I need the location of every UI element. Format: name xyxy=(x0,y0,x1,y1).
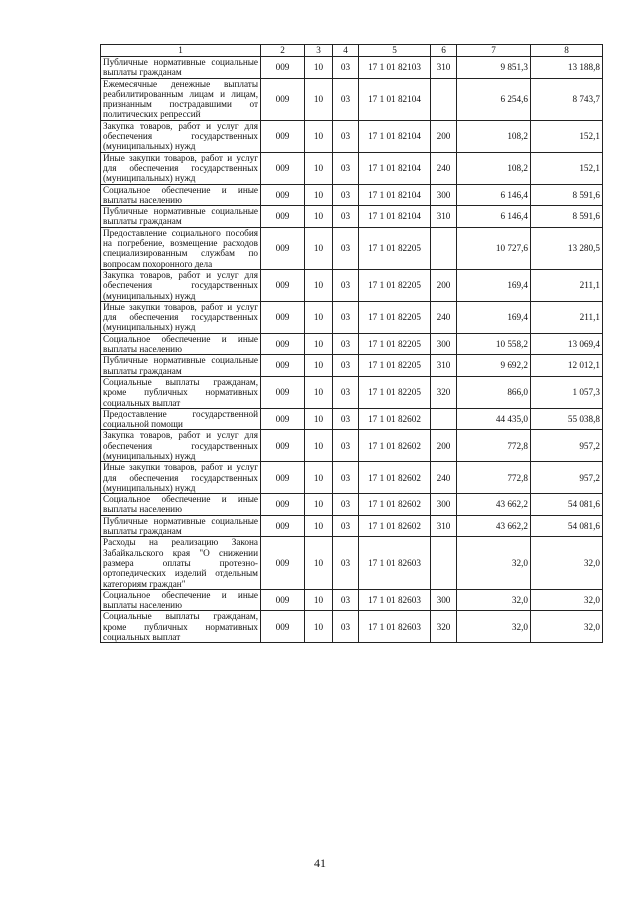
table-row xyxy=(101,611,603,643)
amount-year-2: 55 038,8 xyxy=(531,408,603,430)
col-header: 2 xyxy=(261,45,305,57)
code-expense-type: 240 xyxy=(431,152,457,184)
amount-year-2: 957,2 xyxy=(531,462,603,494)
table-row xyxy=(101,515,603,537)
table-row xyxy=(101,120,603,152)
code-target: 17 1 01 82602 xyxy=(359,515,431,537)
amount-year-2: 1 057,3 xyxy=(531,376,603,408)
item-name: Социальное обеспечение и иные выплаты населению xyxy=(101,333,261,355)
code-target: 17 1 01 82205 xyxy=(359,355,431,377)
code-subsection: 03 xyxy=(333,120,359,152)
table-row xyxy=(101,376,603,408)
table-row xyxy=(101,462,603,494)
amount-year-1: 108,2 xyxy=(457,120,531,152)
code-target: 17 1 01 82602 xyxy=(359,408,431,430)
code-section: 10 xyxy=(305,515,333,537)
code-subsection: 03 xyxy=(333,430,359,462)
amount-year-1: 6 146,4 xyxy=(457,206,531,228)
item-name: Публичные нормативные социальные выплаты гражданам xyxy=(101,355,261,377)
item-name: Ежемесячные денежные выплаты реабилитированным лицам и лицам, признанным пострадавшими от политических репрессий xyxy=(101,78,261,120)
code-subsection: 03 xyxy=(333,376,359,408)
item-name: Предоставление государственной социальной помощи xyxy=(101,408,261,430)
code-ministry: 009 xyxy=(261,494,305,516)
code-target: 17 1 01 82205 xyxy=(359,376,431,408)
item-name: Закупка товаров, работ и услуг для обеспечения государственных (муниципальных) нужд xyxy=(101,120,261,152)
code-expense-type: 310 xyxy=(431,355,457,377)
code-subsection: 03 xyxy=(333,301,359,333)
amount-year-2: 12 012,1 xyxy=(531,355,603,377)
code-target: 17 1 01 82603 xyxy=(359,589,431,611)
code-ministry: 009 xyxy=(261,333,305,355)
amount-year-1: 169,4 xyxy=(457,301,531,333)
code-expense-type: 310 xyxy=(431,206,457,228)
code-section: 10 xyxy=(305,57,333,79)
amount-year-2: 13 069,4 xyxy=(531,333,603,355)
amount-year-1: 772,8 xyxy=(457,462,531,494)
code-subsection: 03 xyxy=(333,589,359,611)
item-name: Расходы на реализацию Закона Забайкальского края "О снижении размера оплаты протезно-ортопедических изделий отдельным категориям граждан" xyxy=(101,537,261,589)
amount-year-1: 772,8 xyxy=(457,430,531,462)
col-header: 5 xyxy=(359,45,431,57)
col-header: 1 xyxy=(101,45,261,57)
code-section: 10 xyxy=(305,120,333,152)
item-name: Социальное обеспечение и иные выплаты населению xyxy=(101,184,261,206)
code-expense-type: 300 xyxy=(431,184,457,206)
item-name: Иные закупки товаров, работ и услуг для обеспечения государственных (муниципальных) нужд xyxy=(101,301,261,333)
code-expense-type: 310 xyxy=(431,57,457,79)
code-ministry: 009 xyxy=(261,269,305,301)
amount-year-2: 8 743,7 xyxy=(531,78,603,120)
table-row xyxy=(101,152,603,184)
amount-year-2: 8 591,6 xyxy=(531,206,603,228)
code-target: 17 1 01 82602 xyxy=(359,494,431,516)
amount-year-2: 13 188,8 xyxy=(531,57,603,79)
code-ministry: 009 xyxy=(261,57,305,79)
code-expense-type: 300 xyxy=(431,333,457,355)
code-subsection: 03 xyxy=(333,269,359,301)
table-row xyxy=(101,184,603,206)
amount-year-1: 43 662,2 xyxy=(457,494,531,516)
code-target: 17 1 01 82205 xyxy=(359,333,431,355)
col-header: 7 xyxy=(457,45,531,57)
code-section: 10 xyxy=(305,494,333,516)
code-section: 10 xyxy=(305,462,333,494)
amount-year-2: 54 081,6 xyxy=(531,515,603,537)
code-ministry: 009 xyxy=(261,537,305,589)
code-section: 10 xyxy=(305,333,333,355)
table-row xyxy=(101,430,603,462)
amount-year-1: 866,0 xyxy=(457,376,531,408)
code-subsection: 03 xyxy=(333,57,359,79)
table-row xyxy=(101,589,603,611)
amount-year-2: 211,1 xyxy=(531,301,603,333)
code-ministry: 009 xyxy=(261,611,305,643)
code-section: 10 xyxy=(305,430,333,462)
code-subsection: 03 xyxy=(333,462,359,494)
code-subsection: 03 xyxy=(333,333,359,355)
code-expense-type: 320 xyxy=(431,611,457,643)
code-subsection: 03 xyxy=(333,611,359,643)
code-target: 17 1 01 82104 xyxy=(359,120,431,152)
code-target: 17 1 01 82205 xyxy=(359,301,431,333)
code-subsection: 03 xyxy=(333,408,359,430)
amount-year-2: 32,0 xyxy=(531,589,603,611)
table-row xyxy=(101,333,603,355)
code-subsection: 03 xyxy=(333,537,359,589)
code-expense-type: 240 xyxy=(431,462,457,494)
item-name: Социальные выплаты гражданам, кроме публичных нормативных социальных выплат xyxy=(101,611,261,643)
code-expense-type: 300 xyxy=(431,494,457,516)
table-row xyxy=(101,78,603,120)
code-target: 17 1 01 82104 xyxy=(359,152,431,184)
code-ministry: 009 xyxy=(261,589,305,611)
code-target: 17 1 01 82104 xyxy=(359,78,431,120)
code-expense-type: 200 xyxy=(431,269,457,301)
code-target: 17 1 01 82602 xyxy=(359,462,431,494)
table-row xyxy=(101,227,603,269)
code-ministry: 009 xyxy=(261,430,305,462)
table-row xyxy=(101,355,603,377)
code-expense-type xyxy=(431,537,457,589)
code-ministry: 009 xyxy=(261,120,305,152)
code-expense-type xyxy=(431,408,457,430)
table-row xyxy=(101,269,603,301)
code-target: 17 1 01 82603 xyxy=(359,537,431,589)
item-name: Публичные нормативные социальные выплаты гражданам xyxy=(101,206,261,228)
code-expense-type: 300 xyxy=(431,589,457,611)
code-target: 17 1 01 82205 xyxy=(359,269,431,301)
code-subsection: 03 xyxy=(333,78,359,120)
amount-year-1: 32,0 xyxy=(457,589,531,611)
amount-year-2: 32,0 xyxy=(531,537,603,589)
code-section: 10 xyxy=(305,269,333,301)
amount-year-1: 44 435,0 xyxy=(457,408,531,430)
code-subsection: 03 xyxy=(333,355,359,377)
amount-year-1: 43 662,2 xyxy=(457,515,531,537)
code-ministry: 009 xyxy=(261,408,305,430)
code-section: 10 xyxy=(305,408,333,430)
code-section: 10 xyxy=(305,589,333,611)
budget-table xyxy=(100,44,603,643)
code-expense-type: 240 xyxy=(431,301,457,333)
col-header: 4 xyxy=(333,45,359,57)
code-target: 17 1 01 82205 xyxy=(359,227,431,269)
code-target: 17 1 01 82103 xyxy=(359,57,431,79)
code-expense-type xyxy=(431,78,457,120)
code-subsection: 03 xyxy=(333,494,359,516)
code-target: 17 1 01 82104 xyxy=(359,184,431,206)
amount-year-1: 32,0 xyxy=(457,537,531,589)
code-target: 17 1 01 82602 xyxy=(359,430,431,462)
col-header: 3 xyxy=(305,45,333,57)
amount-year-2: 211,1 xyxy=(531,269,603,301)
item-name: Публичные нормативные социальные выплаты гражданам xyxy=(101,515,261,537)
col-header: 8 xyxy=(531,45,603,57)
code-expense-type: 310 xyxy=(431,515,457,537)
code-expense-type xyxy=(431,227,457,269)
item-name: Закупка товаров, работ и услуг для обеспечения государственных (муниципальных) нужд xyxy=(101,430,261,462)
item-name: Социальное обеспечение и иные выплаты населению xyxy=(101,589,261,611)
item-name: Публичные нормативные социальные выплаты гражданам xyxy=(101,57,261,79)
amount-year-1: 6 146,4 xyxy=(457,184,531,206)
table-row xyxy=(101,408,603,430)
code-ministry: 009 xyxy=(261,206,305,228)
item-name: Иные закупки товаров, работ и услуг для обеспечения государственных (муниципальных) нужд xyxy=(101,462,261,494)
item-name: Социальные выплаты гражданам, кроме публичных нормативных социальных выплат xyxy=(101,376,261,408)
code-section: 10 xyxy=(305,301,333,333)
code-ministry: 009 xyxy=(261,376,305,408)
amount-year-1: 10 727,6 xyxy=(457,227,531,269)
amount-year-2: 13 280,5 xyxy=(531,227,603,269)
amount-year-2: 152,1 xyxy=(531,152,603,184)
code-ministry: 009 xyxy=(261,227,305,269)
table-row xyxy=(101,494,603,516)
amount-year-1: 169,4 xyxy=(457,269,531,301)
code-section: 10 xyxy=(305,355,333,377)
code-section: 10 xyxy=(305,227,333,269)
code-ministry: 009 xyxy=(261,301,305,333)
code-expense-type: 320 xyxy=(431,376,457,408)
item-name: Социальное обеспечение и иные выплаты населению xyxy=(101,494,261,516)
amount-year-1: 108,2 xyxy=(457,152,531,184)
code-section: 10 xyxy=(305,184,333,206)
page-number: 41 xyxy=(314,856,326,870)
amount-year-2: 8 591,6 xyxy=(531,184,603,206)
table-row xyxy=(101,301,603,333)
code-ministry: 009 xyxy=(261,462,305,494)
amount-year-2: 957,2 xyxy=(531,430,603,462)
table-row xyxy=(101,57,603,79)
column-number-row xyxy=(101,45,603,57)
code-section: 10 xyxy=(305,152,333,184)
amount-year-2: 54 081,6 xyxy=(531,494,603,516)
amount-year-2: 152,1 xyxy=(531,120,603,152)
code-ministry: 009 xyxy=(261,78,305,120)
amount-year-2: 32,0 xyxy=(531,611,603,643)
code-section: 10 xyxy=(305,376,333,408)
amount-year-1: 9 851,3 xyxy=(457,57,531,79)
amount-year-1: 9 692,2 xyxy=(457,355,531,377)
code-ministry: 009 xyxy=(261,152,305,184)
code-target: 17 1 01 82104 xyxy=(359,206,431,228)
code-expense-type: 200 xyxy=(431,430,457,462)
code-ministry: 009 xyxy=(261,355,305,377)
table-row xyxy=(101,206,603,228)
code-subsection: 03 xyxy=(333,184,359,206)
code-ministry: 009 xyxy=(261,515,305,537)
code-expense-type: 200 xyxy=(431,120,457,152)
amount-year-1: 32,0 xyxy=(457,611,531,643)
code-subsection: 03 xyxy=(333,206,359,228)
item-name: Предоставление социального пособия на погребение, возмещение расходов специализированным службам по вопросам похоронного дела xyxy=(101,227,261,269)
col-header: 6 xyxy=(431,45,457,57)
table-row xyxy=(101,537,603,589)
item-name: Иные закупки товаров, работ и услуг для обеспечения государственных (муниципальных) нужд xyxy=(101,152,261,184)
code-subsection: 03 xyxy=(333,515,359,537)
code-section: 10 xyxy=(305,78,333,120)
code-section: 10 xyxy=(305,537,333,589)
code-target: 17 1 01 82603 xyxy=(359,611,431,643)
code-subsection: 03 xyxy=(333,227,359,269)
code-ministry: 009 xyxy=(261,184,305,206)
item-name: Закупка товаров, работ и услуг для обеспечения государственных (муниципальных) нужд xyxy=(101,269,261,301)
code-section: 10 xyxy=(305,206,333,228)
code-section: 10 xyxy=(305,611,333,643)
code-subsection: 03 xyxy=(333,152,359,184)
amount-year-1: 10 558,2 xyxy=(457,333,531,355)
amount-year-1: 6 254,6 xyxy=(457,78,531,120)
